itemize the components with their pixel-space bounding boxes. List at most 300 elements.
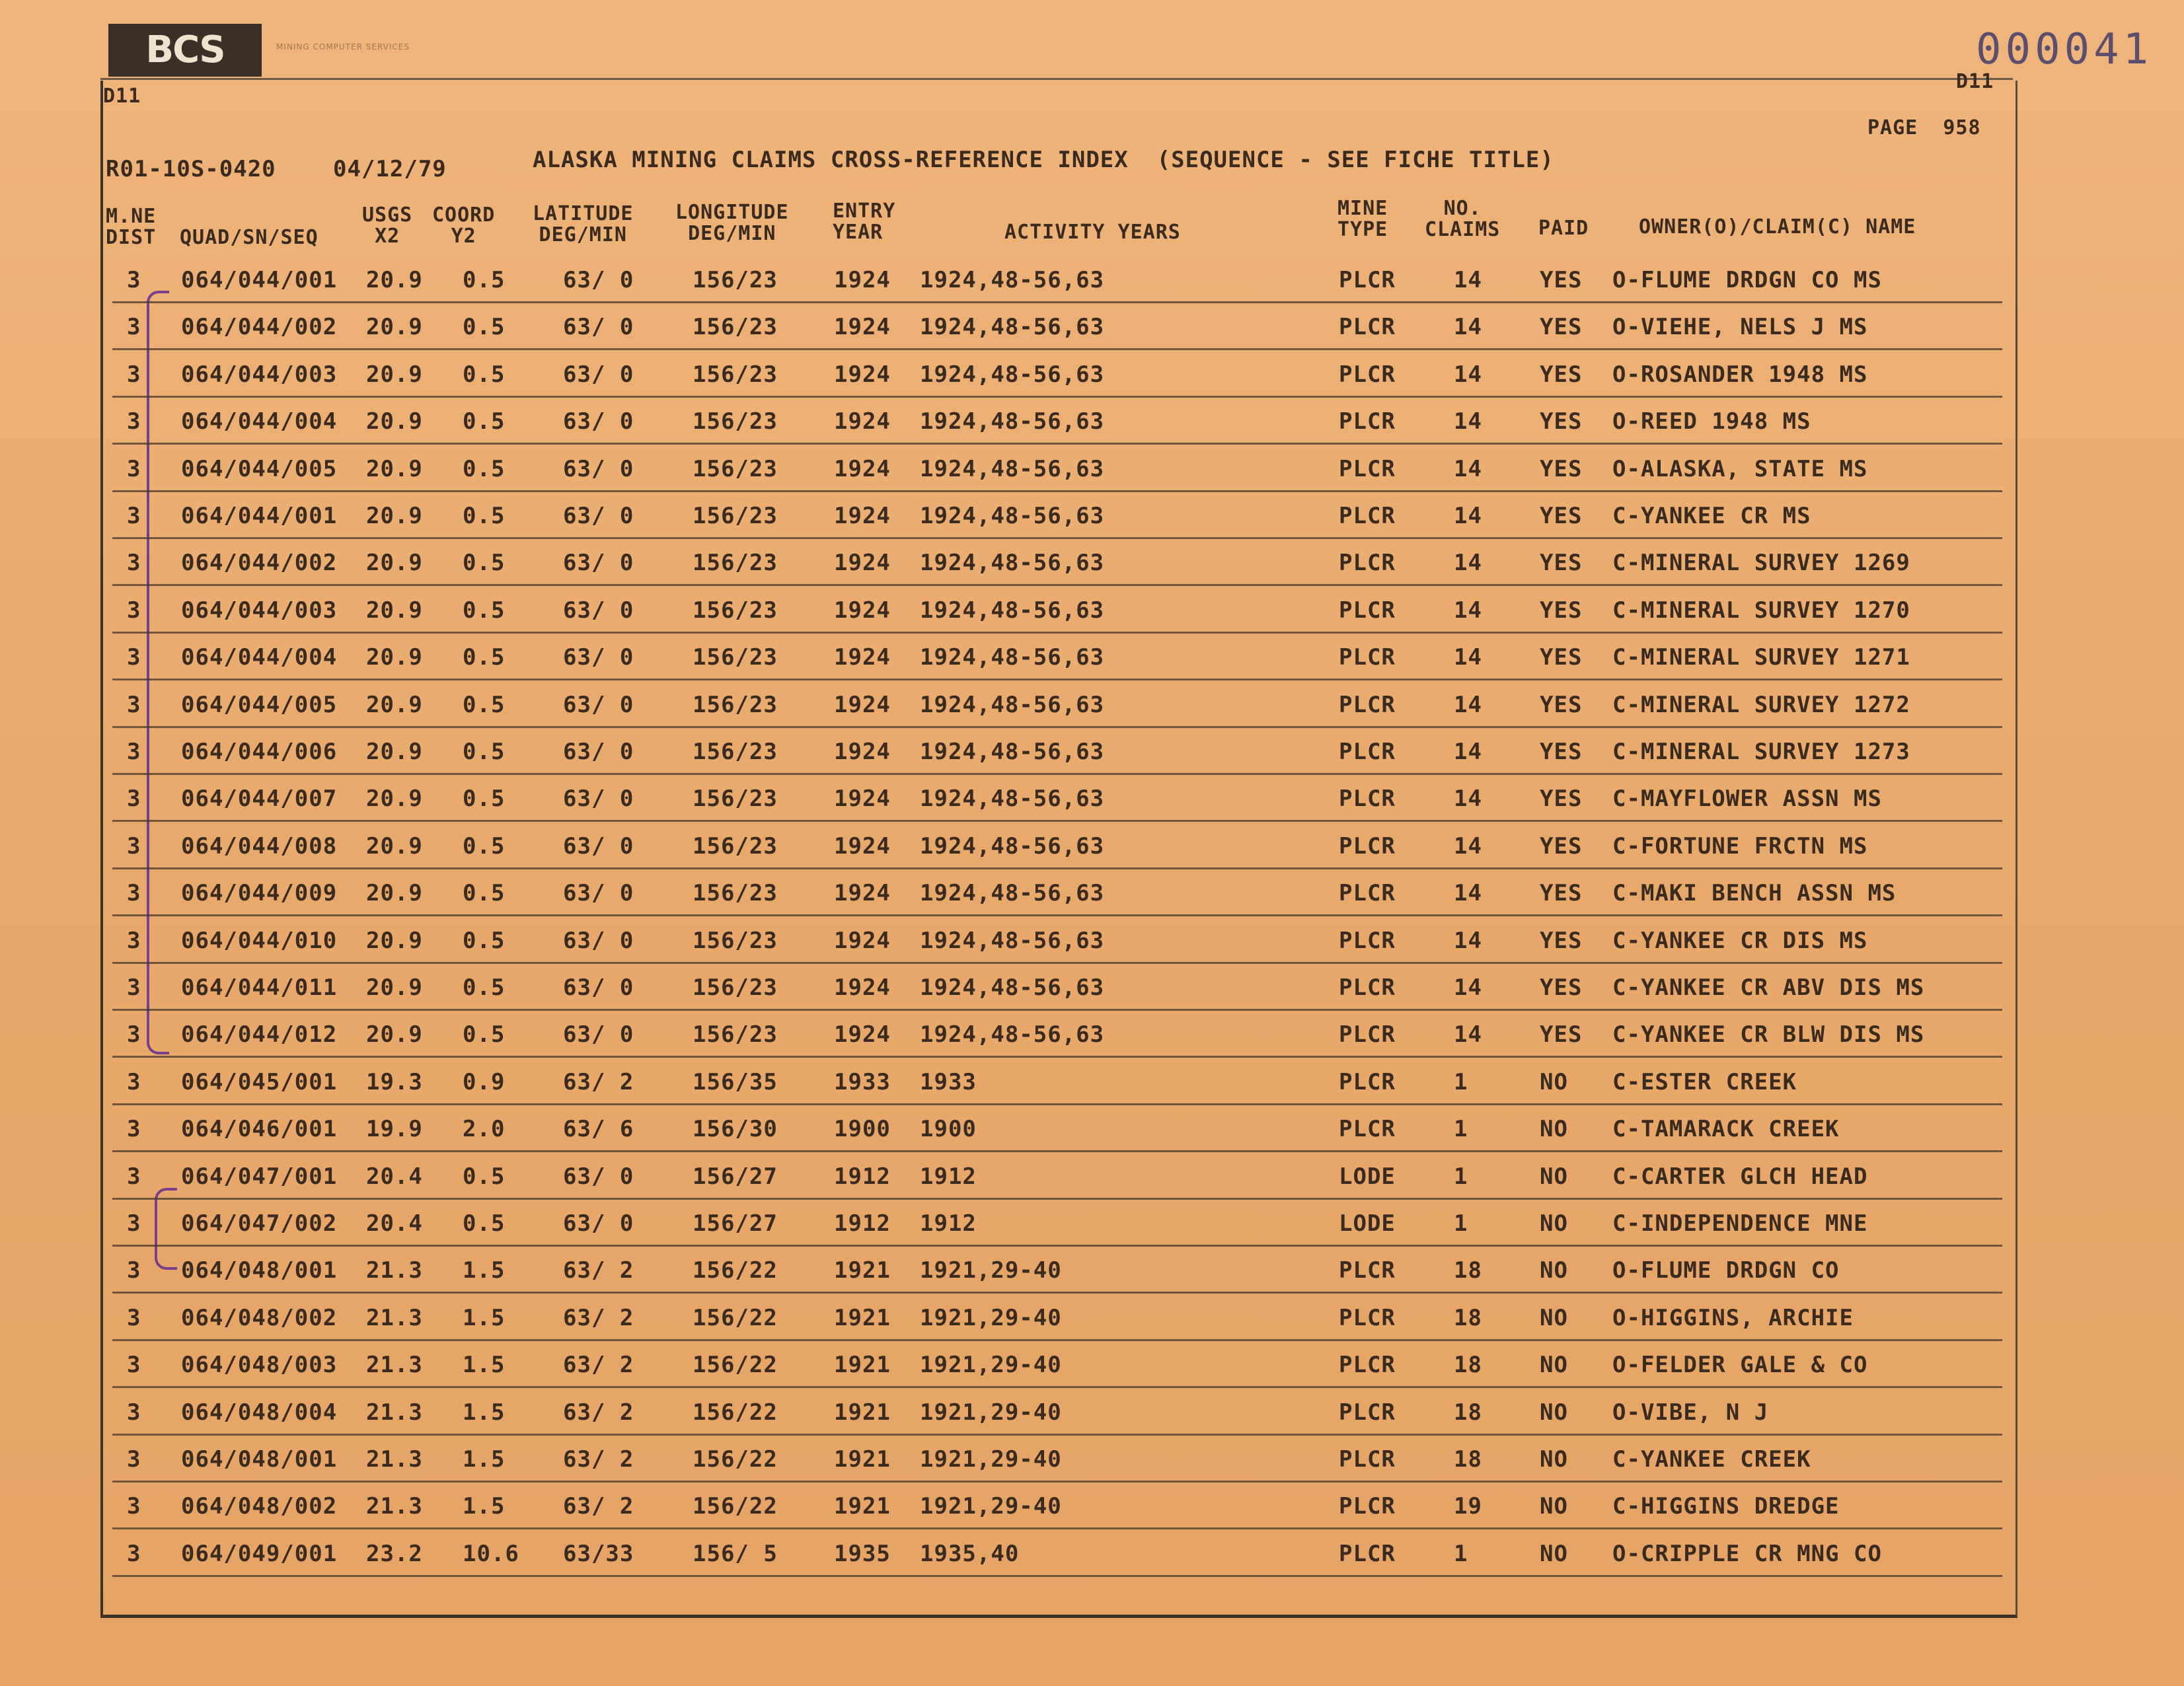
report-title: ALASKA MINING CLAIMS CROSS-REFERENCE INDEX (SEQUENCE - SEE FICHE TITLE) <box>533 147 1554 173</box>
row-longitude: 156/27 <box>693 1210 778 1237</box>
row-usgs-x2: 20.9 <box>366 597 423 624</box>
row-longitude: 156/23 <box>693 550 778 576</box>
row-mine-dist: 3 <box>127 1210 141 1237</box>
row-activity-years: 1924,48-56,63 <box>920 1021 1105 1048</box>
row-mine-dist: 3 <box>127 974 141 1001</box>
report-date: 04/12/79 <box>333 156 447 182</box>
table-row <box>0 644 2184 690</box>
row-no-claims: 14 <box>1454 503 1482 529</box>
row-owner-claim-name: O-REED 1948 MS <box>1612 408 1811 435</box>
row-paid: NO <box>1540 1163 1568 1190</box>
row-coord-y2: 0.5 <box>463 314 506 340</box>
row-quad: 064/044/002 <box>181 550 338 576</box>
row-quad: 064/044/004 <box>181 644 338 671</box>
code-right: D11 <box>1956 70 1994 93</box>
row-mine-type: PLCR <box>1339 1069 1396 1095</box>
row-divider <box>112 1150 2002 1152</box>
row-owner-claim-name: C-CARTER GLCH HEAD <box>1612 1163 1868 1190</box>
row-no-claims: 1 <box>1454 1210 1468 1237</box>
row-latitude: 63/ 6 <box>563 1116 634 1142</box>
row-usgs-x2: 21.3 <box>366 1493 423 1520</box>
row-no-claims: 18 <box>1454 1305 1482 1331</box>
row-mine-dist: 3 <box>127 503 141 529</box>
row-entry-year: 1924 <box>834 739 891 765</box>
row-divider <box>112 537 2002 539</box>
row-quad: 064/047/002 <box>181 1210 338 1237</box>
row-divider <box>112 1527 2002 1529</box>
row-no-claims: 14 <box>1454 880 1482 906</box>
row-latitude: 63/ 0 <box>563 408 634 435</box>
row-entry-year: 1921 <box>834 1399 891 1426</box>
row-no-claims: 14 <box>1454 456 1482 482</box>
row-usgs-x2: 20.9 <box>366 880 423 906</box>
row-mine-dist: 3 <box>127 1257 141 1284</box>
page-label: PAGE 958 <box>1867 116 1981 139</box>
row-paid: YES <box>1540 692 1583 718</box>
row-longitude: 156/23 <box>693 503 778 529</box>
row-owner-claim-name: C-FORTUNE FRCTN MS <box>1612 833 1868 860</box>
row-quad: 064/044/007 <box>181 786 338 812</box>
row-mine-dist: 3 <box>127 1541 141 1567</box>
row-longitude: 156/23 <box>693 1021 778 1048</box>
row-longitude: 156/23 <box>693 456 778 482</box>
row-quad: 064/048/002 <box>181 1493 338 1520</box>
row-quad: 064/044/010 <box>181 928 338 954</box>
row-latitude: 63/ 2 <box>563 1493 634 1520</box>
row-quad: 064/045/001 <box>181 1069 338 1095</box>
row-divider <box>112 1103 2002 1105</box>
table-row <box>0 597 2184 643</box>
row-entry-year: 1924 <box>834 692 891 718</box>
row-coord-y2: 1.5 <box>463 1493 506 1520</box>
row-latitude: 63/ 0 <box>563 456 634 482</box>
row-divider <box>112 1198 2002 1200</box>
col-header-owner: OWNER(O)/CLAIM(C) NAME <box>1639 215 1916 238</box>
table-row <box>0 1493 2184 1539</box>
row-usgs-x2: 20.9 <box>366 456 423 482</box>
row-mine-type: PLCR <box>1339 974 1396 1001</box>
row-coord-y2: 0.5 <box>463 1021 506 1048</box>
row-no-claims: 1 <box>1454 1541 1468 1567</box>
row-no-claims: 14 <box>1454 974 1482 1001</box>
row-usgs-x2: 20.9 <box>366 928 423 954</box>
row-no-claims: 18 <box>1454 1352 1482 1378</box>
row-latitude: 63/ 2 <box>563 1305 634 1331</box>
row-longitude: 156/22 <box>693 1493 778 1520</box>
table-row <box>0 974 2184 1021</box>
row-longitude: 156/ 5 <box>693 1541 778 1567</box>
table-row <box>0 267 2184 313</box>
row-mine-type: PLCR <box>1339 1257 1396 1284</box>
row-entry-year: 1924 <box>834 597 891 624</box>
row-latitude: 63/33 <box>563 1541 634 1567</box>
row-latitude: 63/ 0 <box>563 928 634 954</box>
row-owner-claim-name: C-ESTER CREEK <box>1612 1069 1797 1095</box>
row-mine-type: PLCR <box>1339 1446 1396 1473</box>
row-activity-years: 1924,48-56,63 <box>920 644 1105 671</box>
table-row <box>0 1210 2184 1257</box>
row-longitude: 156/23 <box>693 408 778 435</box>
table-row <box>0 1305 2184 1351</box>
row-activity-years: 1924,48-56,63 <box>920 833 1105 860</box>
row-activity-years: 1921,29-40 <box>920 1305 1062 1331</box>
row-entry-year: 1921 <box>834 1305 891 1331</box>
row-mine-type: LODE <box>1339 1210 1396 1237</box>
row-mine-type: PLCR <box>1339 1352 1396 1378</box>
row-quad: 064/044/001 <box>181 503 338 529</box>
row-owner-claim-name: C-TAMARACK CREEK <box>1612 1116 1840 1142</box>
row-mine-dist: 3 <box>127 456 141 482</box>
row-paid: YES <box>1540 928 1583 954</box>
row-divider <box>112 632 2002 634</box>
table-row <box>0 1163 2184 1210</box>
row-paid: NO <box>1540 1541 1568 1567</box>
row-latitude: 63/ 2 <box>563 1399 634 1426</box>
row-quad: 064/044/008 <box>181 833 338 860</box>
row-usgs-x2: 20.9 <box>366 503 423 529</box>
row-activity-years: 1924,48-56,63 <box>920 880 1105 906</box>
row-divider <box>112 1481 2002 1483</box>
row-paid: YES <box>1540 833 1583 860</box>
row-usgs-x2: 20.9 <box>366 644 423 671</box>
row-mine-type: PLCR <box>1339 597 1396 624</box>
row-entry-year: 1924 <box>834 456 891 482</box>
row-quad: 064/048/003 <box>181 1352 338 1378</box>
row-coord-y2: 0.5 <box>463 833 506 860</box>
row-activity-years: 1924,48-56,63 <box>920 361 1105 388</box>
row-mine-type: PLCR <box>1339 880 1396 906</box>
code-left: D11 <box>103 85 141 108</box>
row-no-claims: 1 <box>1454 1116 1468 1142</box>
row-longitude: 156/23 <box>693 267 778 293</box>
row-no-claims: 18 <box>1454 1446 1482 1473</box>
row-usgs-x2: 20.9 <box>366 550 423 576</box>
row-mine-dist: 3 <box>127 692 141 718</box>
row-usgs-x2: 20.9 <box>366 833 423 860</box>
row-latitude: 63/ 0 <box>563 1021 634 1048</box>
row-quad: 064/044/002 <box>181 314 338 340</box>
table-row <box>0 456 2184 502</box>
row-mine-type: PLCR <box>1339 1399 1396 1426</box>
row-mine-dist: 3 <box>127 928 141 954</box>
row-coord-y2: 0.5 <box>463 503 506 529</box>
row-activity-years: 1924,48-56,63 <box>920 597 1105 624</box>
row-entry-year: 1921 <box>834 1257 891 1284</box>
row-entry-year: 1924 <box>834 267 891 293</box>
row-usgs-x2: 21.3 <box>366 1399 423 1426</box>
row-no-claims: 1 <box>1454 1069 1468 1095</box>
row-longitude: 156/22 <box>693 1446 778 1473</box>
row-longitude: 156/22 <box>693 1399 778 1426</box>
row-entry-year: 1924 <box>834 361 891 388</box>
row-coord-y2: 10.6 <box>463 1541 519 1567</box>
row-paid: YES <box>1540 456 1583 482</box>
row-owner-claim-name: C-MINERAL SURVEY 1270 <box>1612 597 1910 624</box>
row-no-claims: 14 <box>1454 928 1482 954</box>
row-owner-claim-name: O-VIEHE, NELS J MS <box>1612 314 1868 340</box>
row-coord-y2: 0.5 <box>463 786 506 812</box>
row-mine-type: PLCR <box>1339 1305 1396 1331</box>
row-paid: YES <box>1540 786 1583 812</box>
table-row <box>0 1257 2184 1303</box>
logo-tagline: MINING COMPUTER SERVICES <box>276 42 410 52</box>
col-header-entry: ENTRY YEAR <box>833 200 896 244</box>
row-mine-dist: 3 <box>127 880 141 906</box>
row-paid: YES <box>1540 880 1583 906</box>
row-paid: NO <box>1540 1493 1568 1520</box>
row-longitude: 156/23 <box>693 880 778 906</box>
row-paid: NO <box>1540 1069 1568 1095</box>
row-quad: 064/044/003 <box>181 361 338 388</box>
row-mine-type: PLCR <box>1339 786 1396 812</box>
row-usgs-x2: 20.9 <box>366 408 423 435</box>
row-mine-type: PLCR <box>1339 1493 1396 1520</box>
row-divider <box>112 1292 2002 1294</box>
row-latitude: 63/ 2 <box>563 1352 634 1378</box>
row-entry-year: 1921 <box>834 1493 891 1520</box>
row-owner-claim-name: C-HIGGINS DREDGE <box>1612 1493 1840 1520</box>
row-coord-y2: 0.5 <box>463 1210 506 1237</box>
row-activity-years: 1924,48-56,63 <box>920 786 1105 812</box>
row-activity-years: 1924,48-56,63 <box>920 503 1105 529</box>
row-paid: NO <box>1540 1257 1568 1284</box>
table-row <box>0 786 2184 832</box>
row-coord-y2: 0.5 <box>463 1163 506 1190</box>
row-divider <box>112 1056 2002 1058</box>
row-no-claims: 18 <box>1454 1399 1482 1426</box>
row-mine-type: PLCR <box>1339 1541 1396 1567</box>
row-activity-years: 1924,48-56,63 <box>920 928 1105 954</box>
row-mine-dist: 3 <box>127 1352 141 1378</box>
row-divider <box>112 1575 2002 1577</box>
col-header-longitude: LONGITUDE DEG/MIN <box>675 201 789 245</box>
row-no-claims: 19 <box>1454 1493 1482 1520</box>
row-usgs-x2: 20.9 <box>366 1021 423 1048</box>
row-quad: 064/048/001 <box>181 1446 338 1473</box>
top-rule <box>100 78 2013 80</box>
row-coord-y2: 0.5 <box>463 550 506 576</box>
row-usgs-x2: 21.3 <box>366 1257 423 1284</box>
row-activity-years: 1921,29-40 <box>920 1352 1062 1378</box>
row-mine-type: PLCR <box>1339 1021 1396 1048</box>
row-paid: YES <box>1540 503 1583 529</box>
row-longitude: 156/22 <box>693 1352 778 1378</box>
row-mine-dist: 3 <box>127 597 141 624</box>
row-divider <box>112 584 2002 586</box>
table-row <box>0 1352 2184 1398</box>
row-quad: 064/048/002 <box>181 1305 338 1331</box>
table-row <box>0 833 2184 879</box>
row-coord-y2: 0.5 <box>463 644 506 671</box>
row-divider <box>112 726 2002 728</box>
col-header-latitude: LATITUDE DEG/MIN <box>533 202 634 246</box>
row-owner-claim-name: C-MINERAL SURVEY 1269 <box>1612 550 1910 576</box>
row-divider <box>112 1339 2002 1341</box>
row-owner-claim-name: O-ROSANDER 1948 MS <box>1612 361 1868 388</box>
row-usgs-x2: 20.9 <box>366 361 423 388</box>
table-row <box>0 1021 2184 1068</box>
row-mine-type: PLCR <box>1339 550 1396 576</box>
row-mine-dist: 3 <box>127 267 141 293</box>
col-header-activity: ACTIVITY YEARS <box>1004 221 1181 244</box>
row-paid: YES <box>1540 550 1583 576</box>
row-entry-year: 1900 <box>834 1116 891 1142</box>
row-mine-dist: 3 <box>127 1069 141 1095</box>
row-entry-year: 1924 <box>834 644 891 671</box>
row-paid: YES <box>1540 314 1583 340</box>
row-activity-years: 1924,48-56,63 <box>920 267 1105 293</box>
row-mine-dist: 3 <box>127 361 141 388</box>
row-activity-years: 1912 <box>920 1210 977 1237</box>
bcs-logo: BCS <box>108 24 262 77</box>
row-mine-dist: 3 <box>127 1163 141 1190</box>
row-entry-year: 1933 <box>834 1069 891 1095</box>
row-activity-years: 1924,48-56,63 <box>920 974 1105 1001</box>
row-mine-type: PLCR <box>1339 1116 1396 1142</box>
row-entry-year: 1912 <box>834 1163 891 1190</box>
row-no-claims: 14 <box>1454 314 1482 340</box>
row-entry-year: 1921 <box>834 1352 891 1378</box>
row-activity-years: 1921,29-40 <box>920 1493 1062 1520</box>
row-activity-years: 1924,48-56,63 <box>920 456 1105 482</box>
row-usgs-x2: 20.9 <box>366 786 423 812</box>
row-divider <box>112 962 2002 964</box>
row-owner-claim-name: C-YANKEE CR MS <box>1612 503 1811 529</box>
row-coord-y2: 0.5 <box>463 408 506 435</box>
row-coord-y2: 0.5 <box>463 692 506 718</box>
table-row <box>0 1069 2184 1115</box>
row-latitude: 63/ 0 <box>563 1210 634 1237</box>
row-usgs-x2: 20.9 <box>366 739 423 765</box>
row-mine-dist: 3 <box>127 1305 141 1331</box>
row-latitude: 63/ 0 <box>563 880 634 906</box>
row-mine-type: PLCR <box>1339 692 1396 718</box>
row-activity-years: 1924,48-56,63 <box>920 739 1105 765</box>
row-latitude: 63/ 0 <box>563 267 634 293</box>
row-entry-year: 1924 <box>834 928 891 954</box>
row-latitude: 63/ 0 <box>563 1163 634 1190</box>
row-coord-y2: 0.5 <box>463 739 506 765</box>
row-usgs-x2: 20.9 <box>366 314 423 340</box>
row-paid: YES <box>1540 361 1583 388</box>
row-no-claims: 14 <box>1454 1021 1482 1048</box>
table-row <box>0 408 2184 455</box>
row-mine-type: PLCR <box>1339 408 1396 435</box>
row-coord-y2: 1.5 <box>463 1257 506 1284</box>
row-mine-dist: 3 <box>127 314 141 340</box>
row-no-claims: 14 <box>1454 361 1482 388</box>
row-entry-year: 1924 <box>834 786 891 812</box>
row-latitude: 63/ 2 <box>563 1446 634 1473</box>
table-row <box>0 361 2184 408</box>
row-paid: YES <box>1540 267 1583 293</box>
row-entry-year: 1924 <box>834 974 891 1001</box>
row-longitude: 156/23 <box>693 833 778 860</box>
col-header-mine-dist: M.NE DIST <box>106 205 157 249</box>
row-mine-dist: 3 <box>127 1493 141 1520</box>
row-longitude: 156/22 <box>693 1305 778 1331</box>
row-coord-y2: 0.5 <box>463 880 506 906</box>
row-mine-dist: 3 <box>127 550 141 576</box>
row-paid: NO <box>1540 1352 1568 1378</box>
row-activity-years: 1921,29-40 <box>920 1257 1062 1284</box>
row-quad: 064/048/004 <box>181 1399 338 1426</box>
table-row <box>0 880 2184 926</box>
row-latitude: 63/ 0 <box>563 739 634 765</box>
row-coord-y2: 1.5 <box>463 1305 506 1331</box>
row-latitude: 63/ 0 <box>563 550 634 576</box>
row-paid: NO <box>1540 1399 1568 1426</box>
row-divider <box>112 348 2002 350</box>
row-owner-claim-name: C-INDEPENDENCE MNE <box>1612 1210 1868 1237</box>
row-no-claims: 14 <box>1454 739 1482 765</box>
row-quad: 064/044/004 <box>181 408 338 435</box>
col-header-coord: COORD Y2 <box>432 203 496 248</box>
row-mine-dist: 3 <box>127 833 141 860</box>
row-paid: NO <box>1540 1446 1568 1473</box>
row-latitude: 63/ 2 <box>563 1257 634 1284</box>
row-owner-claim-name: C-MAYFLOWER ASSN MS <box>1612 786 1882 812</box>
row-mine-dist: 3 <box>127 1021 141 1048</box>
row-usgs-x2: 21.3 <box>366 1446 423 1473</box>
row-mine-type: PLCR <box>1339 314 1396 340</box>
row-quad: 064/047/001 <box>181 1163 338 1190</box>
row-latitude: 63/ 0 <box>563 833 634 860</box>
row-entry-year: 1924 <box>834 503 891 529</box>
row-no-claims: 14 <box>1454 550 1482 576</box>
row-longitude: 156/23 <box>693 692 778 718</box>
row-longitude: 156/23 <box>693 786 778 812</box>
row-quad: 064/049/001 <box>181 1541 338 1567</box>
row-coord-y2: 1.5 <box>463 1446 506 1473</box>
row-activity-years: 1921,29-40 <box>920 1399 1062 1426</box>
row-latitude: 63/ 0 <box>563 974 634 1001</box>
col-header-no-claims: NO. CLAIMS <box>1425 197 1501 241</box>
row-coord-y2: 0.5 <box>463 928 506 954</box>
row-no-claims: 14 <box>1454 408 1482 435</box>
table-row <box>0 739 2184 785</box>
row-entry-year: 1924 <box>834 1021 891 1048</box>
row-coord-y2: 0.5 <box>463 974 506 1001</box>
row-paid: YES <box>1540 739 1583 765</box>
row-activity-years: 1921,29-40 <box>920 1446 1062 1473</box>
row-paid: YES <box>1540 1021 1583 1048</box>
row-quad: 064/044/005 <box>181 456 338 482</box>
row-no-claims: 1 <box>1454 1163 1468 1190</box>
row-divider <box>112 490 2002 492</box>
table-row <box>0 1399 2184 1446</box>
row-divider <box>112 914 2002 916</box>
row-owner-claim-name: O-FELDER GALE & CO <box>1612 1352 1868 1378</box>
row-owner-claim-name: C-MINERAL SURVEY 1272 <box>1612 692 1910 718</box>
row-entry-year: 1921 <box>834 1446 891 1473</box>
row-quad: 064/044/005 <box>181 692 338 718</box>
row-coord-y2: 0.9 <box>463 1069 506 1095</box>
row-usgs-x2: 23.2 <box>366 1541 423 1567</box>
row-usgs-x2: 21.3 <box>366 1305 423 1331</box>
row-latitude: 63/ 0 <box>563 644 634 671</box>
row-coord-y2: 0.5 <box>463 267 506 293</box>
row-latitude: 63/ 2 <box>563 1069 634 1095</box>
row-latitude: 63/ 0 <box>563 786 634 812</box>
row-latitude: 63/ 0 <box>563 361 634 388</box>
row-paid: YES <box>1540 974 1583 1001</box>
row-divider <box>112 443 2002 445</box>
row-usgs-x2: 20.9 <box>366 974 423 1001</box>
col-header-paid: PAID <box>1538 217 1589 240</box>
row-mine-dist: 3 <box>127 1116 141 1142</box>
table-row <box>0 550 2184 596</box>
